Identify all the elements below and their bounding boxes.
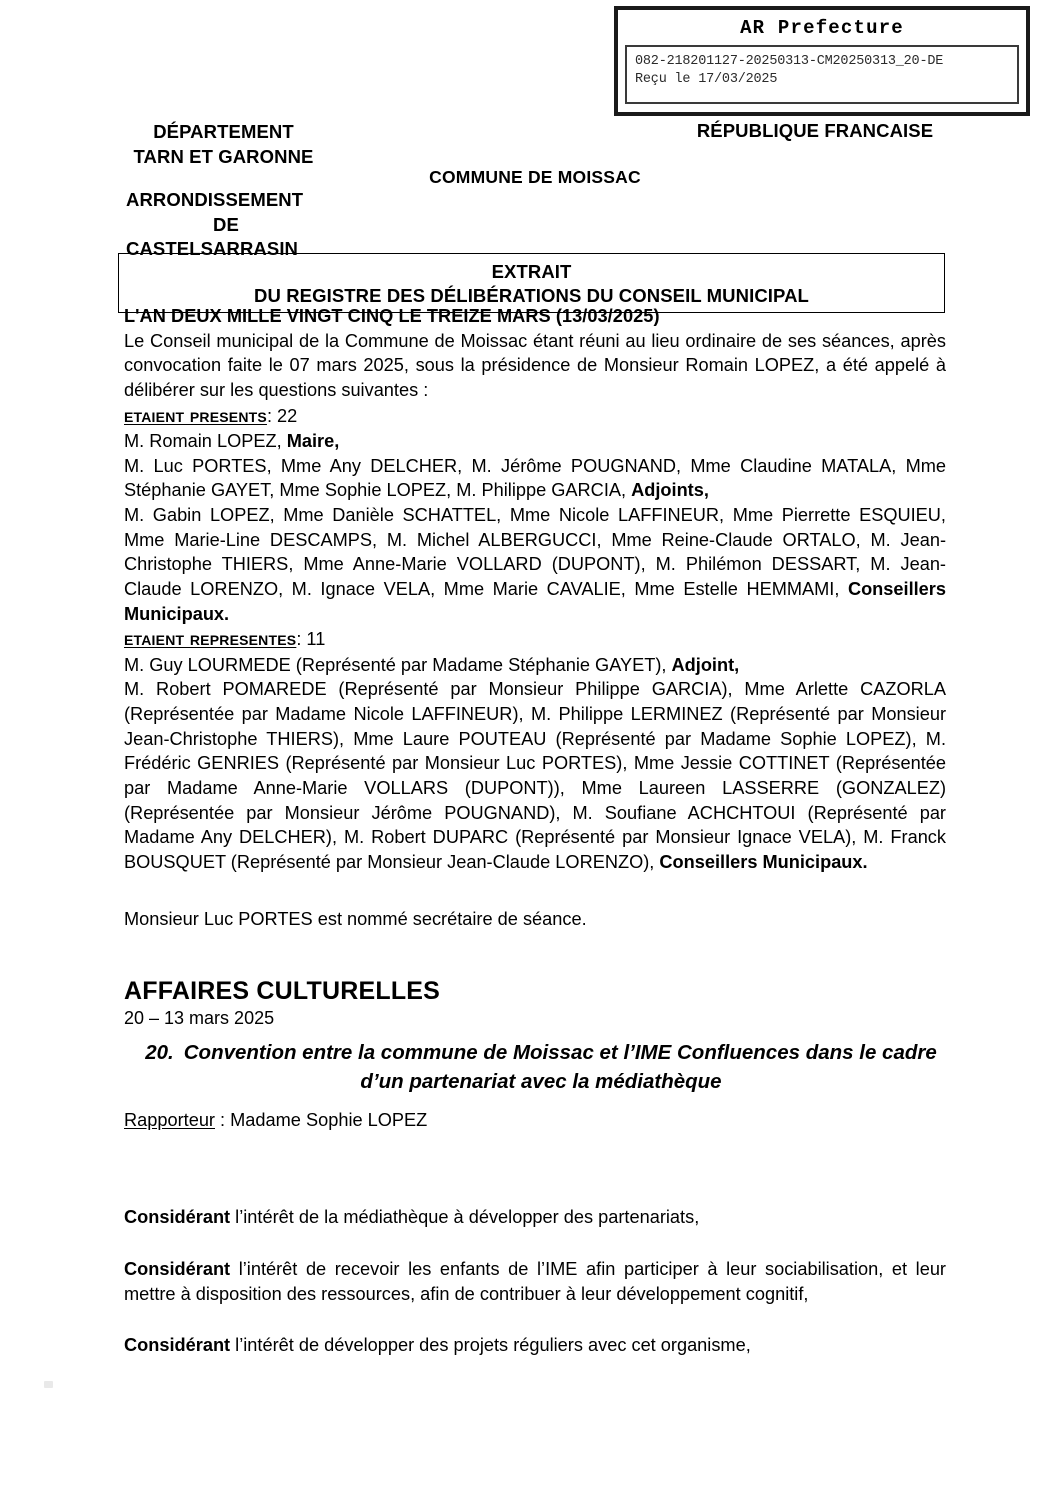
represented-conseillers-line	[124, 677, 946, 874]
republic-label: RÉPUBLIQUE FRANCAISE	[696, 120, 934, 141]
considerant-text: l’intérêt de la médiathèque à développer des partenariats,	[230, 1207, 700, 1227]
deliberation-title-text: Convention entre la commune de Moissac et l’IME Confluences dans le cadre d’un partenariat avec la médiathèque	[183, 1041, 937, 1094]
adjoints-names: M. Luc PORTES, Mme Any DELCHER, M. Jérôme POUGNAND, Mme Claudine MATALA, Mme Stéphanie GAYET, Mme Sophie LOPEZ, M. Philippe GARCIA,	[124, 455, 946, 501]
arrondissement-label: ARRONDISSEMENT	[126, 189, 304, 210]
considerant-item	[124, 1257, 946, 1307]
considerant-text: l’intérêt de recevoir les enfants de l’IME afin participer à leur sociabilisation, et leur mettre à disposition des ressources, afin de contribuer à leur développement cognitif,	[124, 1258, 946, 1304]
department-name: TARN ET GARONNE	[133, 145, 314, 167]
represented-names: M. Robert POMAREDE (Représenté par Monsieur Philippe GARCIA), Mme Arlette CAZORLA (Représentée par Madame Nicole LAFFINEUR), M. Philippe LERMINEZ (Représenté par Monsieur Jean-Christophe THIERS), Mme Laure POUTEAU (Représenté par Madame Sophie LOPEZ), M. Frédéric GENRIES (Représenté par Monsieur Luc PORTES), Mme Jessie COTTINET (Représentée par Madame Anne-Marie VOLLARS (DUPONT)), Mme Laureen LASSERRE (GONZALEZ) (Représentée par Monsieur Jérôme POUGNAND), M. Soufiane ACHCHTOUI (Représenté par Madame Any DELCHER), M. Robert DUPARC (Représenté par Monsieur Ignace VELA), M. Franck BOUSQUET (Représenté par Monsieur Jean-Claude LORENZO),	[124, 679, 946, 872]
considerant-lead: Considérant	[124, 1335, 231, 1356]
extrait-line-2: DU REGISTRE DES DÉLIBÉRATIONS DU CONSEIL MUNICIPAL	[254, 284, 809, 306]
secretary-line: Monsieur Luc PORTES est nommé secrétaire de séance.	[124, 908, 587, 929]
represented-adjoint-role: Adjoint,	[671, 654, 740, 675]
adjoints-line	[124, 454, 946, 503]
ar-prefecture-stamp	[614, 6, 1030, 116]
conseillers-line	[124, 503, 946, 626]
deliberation-title	[136, 1038, 946, 1096]
arrondissement-name: CASTELSARRASIN	[126, 238, 299, 260]
section-date: 20 – 13 mars 2025	[124, 1008, 275, 1028]
considerant-lead: Considérant	[124, 1258, 231, 1279]
ar-reference-number: 082-218201127-20250313-CM20250313_20-DE	[635, 53, 944, 69]
rapporteur-label: Rapporteur	[124, 1110, 215, 1130]
deliberation-body	[124, 304, 946, 931]
arrondissement-block	[126, 188, 326, 262]
deliberation-number: 20.	[145, 1041, 174, 1064]
department-label: DÉPARTEMENT	[153, 121, 294, 142]
ar-received-date: Reçu le 17/03/2025	[635, 72, 778, 88]
represented-role: Conseillers Municipaux.	[659, 851, 868, 872]
ar-prefecture-title: AR Prefecture	[740, 17, 904, 39]
represented-adjoint-line	[124, 653, 946, 678]
adjoints-role: Adjoints,	[631, 480, 709, 501]
ar-prefecture-details	[625, 45, 1019, 104]
section-heading: AFFAIRES CULTURELLES	[124, 977, 441, 1005]
arrondissement-de: DE	[213, 213, 239, 235]
scan-artifact	[44, 1381, 53, 1388]
conseillers-role: Conseillers Municipaux.	[124, 578, 946, 624]
maire-role: Maire,	[286, 431, 340, 452]
considerant-lead: Considérant	[124, 1207, 231, 1227]
represented-heading	[124, 626, 946, 652]
considerant-item	[124, 1205, 946, 1230]
body-spacer-2	[124, 891, 946, 907]
considerant-text: l’intérêt de développer des projets réguliers avec cet organisme,	[230, 1335, 751, 1356]
extrait-line-1: EXTRAIT	[491, 261, 572, 282]
rapporteur-line	[124, 1110, 427, 1131]
session-date-line: L'AN DEUX MILLE VINGT CINQ LE TREIZE MARS (13/03/2025)	[124, 306, 660, 326]
department-block	[126, 120, 321, 169]
presents-label: etaient presents	[124, 404, 267, 427]
considerant-item	[124, 1333, 946, 1358]
presents-heading	[124, 403, 946, 429]
represented-count: : 11	[296, 629, 326, 650]
maire-line	[124, 429, 946, 454]
rapporteur-value: : Madame Sophie LOPEZ	[215, 1110, 428, 1130]
body-spacer	[124, 875, 946, 891]
represented-label: etaient representes	[124, 628, 297, 651]
presents-count: : 22	[266, 405, 298, 426]
conseillers-names: M. Gabin LOPEZ, Mme Danièle SCHATTEL, Mme Nicole LAFFINEUR, Mme Pierrette ESQUIEU, Mme Marie-Line DESCAMPS, M. Michel ALBERGUCCI, Mme Reine-Claude ORTALO, M. Jean-Christophe THIERS, Mme Anne-Marie VOLLARD (DUPONT), M. Philémon DESSART, M. Jean-Claude LORENZO, M. Ignace VELA, Mme Marie CAVALIE, Mme Estelle HEMMAMI,	[124, 505, 946, 599]
session-intro-paragraph: Le Conseil municipal de la Commune de Moissac étant réuni au lieu ordinaire de ses séances, après convocation faite le 07 mars 2025, sous la présidence de Monsieur Romain LOPEZ, a été appelé à délibérer sur les questions suivantes :	[124, 330, 946, 400]
commune-label: COMMUNE DE MOISSAC	[429, 167, 641, 187]
maire-name: M. Romain LOPEZ,	[124, 431, 287, 452]
represented-adjoint-name: M. Guy LOURMEDE (Représenté par Madame Stéphanie GAYET),	[124, 654, 672, 675]
considerants-block	[124, 1205, 946, 1358]
